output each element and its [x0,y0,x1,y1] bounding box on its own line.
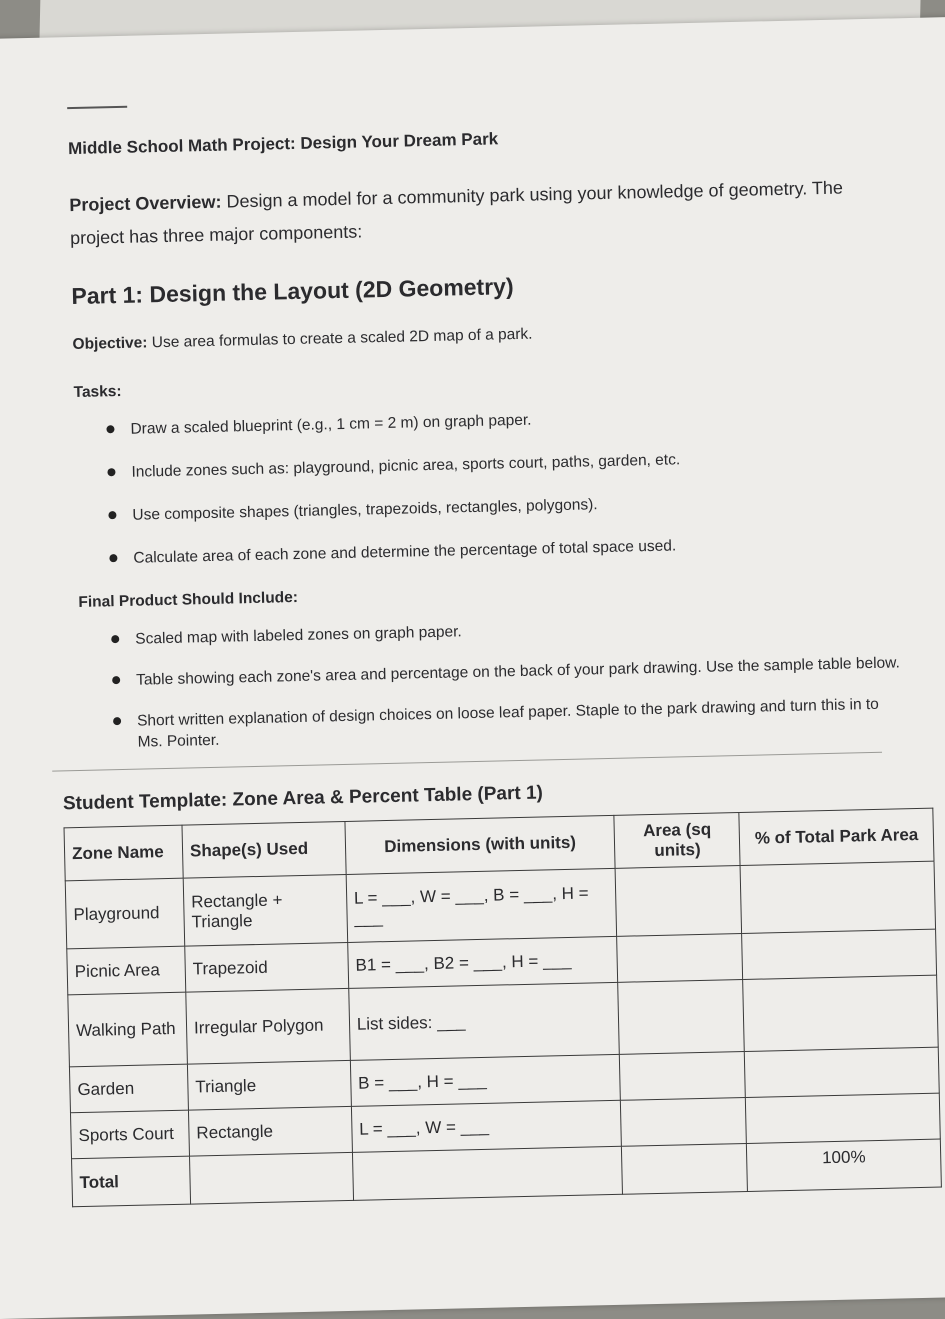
header-area: Area (sq units) [614,813,740,869]
zone-cell: Playground [65,878,184,949]
project-overview [69,170,890,255]
final-item: Table showing each zone's area and percentage on the back of your park drawing. Use the sample table below. [136,652,900,690]
dimensions-cell: L = ___, W = ___, B = ___, H = ___ [346,868,617,942]
total-shape-cell [189,1152,353,1204]
dimensions-cell: B1 = ___, B2 = ___, H = ___ [347,936,618,988]
area-cell[interactable] [618,980,744,1055]
area-cell[interactable] [620,1051,746,1100]
total-label: Total [72,1156,191,1207]
area-cell[interactable] [616,866,742,937]
percent-cell[interactable] [746,1093,941,1143]
template-title: Student Template: Zone Area & Percent Table (Part 1) [62,782,544,815]
worksheet-page [0,17,945,1319]
tasks-label: Tasks: [73,382,122,402]
part1-heading: Part 1: Design the Layout (2D Geometry) [71,273,514,310]
dimensions-cell: List sides: ___ [349,982,620,1060]
zone-area-table [64,808,942,1208]
overview-text: Design a model for a community park using your knowledge of geometry. The project has three major components: [69,177,844,249]
header-dash [67,106,127,109]
shape-cell: Irregular Polygon [186,988,350,1064]
percent-cell[interactable] [740,861,935,933]
final-product-list [79,611,902,754]
zone-cell: Sports Court [70,1110,189,1159]
section-divider [52,752,882,772]
total-percent: 100% [747,1139,942,1191]
header-percent: % of Total Park Area [739,808,934,865]
dimensions-cell: L = ___, W = ___ [351,1100,622,1152]
final-item: Short written explanation of design choices on loose leaf paper. Staple to the park drawing and turn this in to Ms. Pointer. [137,693,902,752]
zone-cell: Walking Path [68,992,188,1067]
final-item: Scaled map with labeled zones on graph paper. [135,611,899,649]
task-item: Draw a scaled blueprint (e.g., 1 cm = 2 m) on graph paper. [130,401,894,439]
objective [72,317,892,354]
dimensions-cell: B = ___, H = ___ [350,1054,621,1106]
header-dimensions: Dimensions (with units) [345,815,616,874]
shape-cell: Triangle [187,1060,351,1110]
area-cell[interactable] [617,934,743,983]
document-title: Middle School Math Project: Design Your Dream Park [67,129,499,159]
overview-label: Project Overview: [69,191,222,216]
shape-cell: Rectangle [188,1106,352,1156]
percent-cell[interactable] [745,1047,940,1097]
shape-cell: Trapezoid [185,942,349,992]
task-item: Use composite shapes (triangles, trapezoids, rectangles, polygons). [132,487,896,525]
total-dimensions-cell [352,1146,623,1200]
zone-cell: Garden [69,1064,188,1113]
percent-cell[interactable] [742,929,937,979]
header-shape: Shape(s) Used [182,821,346,878]
shape-cell: Rectangle + Triangle [183,874,347,946]
area-cell[interactable] [621,1097,747,1146]
task-item: Include zones such as: playground, picnic area, sports court, paths, garden, etc. [131,444,895,482]
worksheet-content [62,89,919,1207]
header-zone-name: Zone Name [64,825,183,881]
percent-cell[interactable] [743,975,938,1051]
final-product-label: Final Product Should Include: [78,589,299,611]
task-item: Calculate area of each zone and determine the percentage of total space used. [133,530,897,568]
tasks-list [74,401,897,570]
objective-text: Use area formulas to create a scaled 2D map of a park. [147,325,533,352]
zone-cell: Picnic Area [67,946,186,995]
objective-label: Objective: [72,334,148,354]
total-area-cell[interactable] [622,1143,748,1194]
